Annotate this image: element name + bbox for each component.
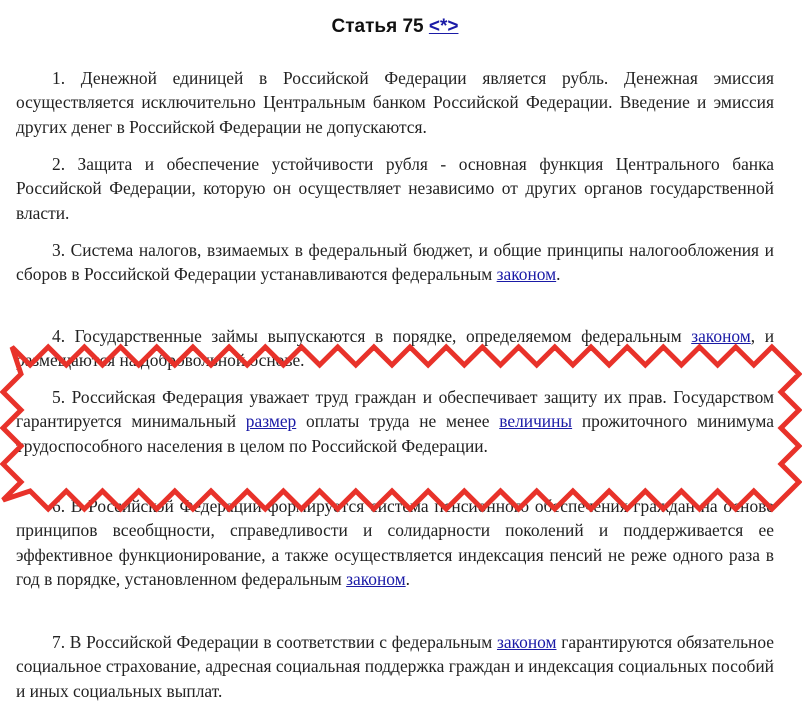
paragraph-6 <box>16 494 774 591</box>
paragraph-5-text-c: прожиточного минимума трудоспособного населения в целом по Российской Федерации. <box>16 411 774 456</box>
paragraph-5 <box>16 385 774 458</box>
paragraph-4 <box>16 324 774 373</box>
paragraph-3-text: 3. Система налогов, взимаемых в федеральный бюджет, и общие принципы налогообложения и сборов в Российской Федерации устанавливаются федеральным <box>16 240 774 285</box>
footnote-link[interactable]: <*> <box>428 16 459 37</box>
law-link-p7[interactable]: законом <box>496 632 557 652</box>
paragraph-7-text-a: 7. В Российской Федерации в соответствии с федеральным <box>52 632 497 652</box>
law-link-p6[interactable]: законом <box>346 568 406 589</box>
size-link[interactable]: размер <box>245 411 297 432</box>
paragraph-1: 1. Денежной единицей в Российской Федерации является рубль. Денежная эмиссия осуществляется исключительно Центральным банком Российской Федерации. Введение и эмиссия других денег в Российской Федерации не допускаются. <box>16 68 774 137</box>
paragraph-5-text-b: оплаты труда не менее <box>296 411 500 432</box>
article-title <box>0 14 790 40</box>
paragraph-7 <box>16 630 774 703</box>
law-link-p3[interactable]: законом <box>496 264 557 285</box>
paragraph-6-text: 6. В Российской Федерации формируется система пенсионного обеспечения граждан на основе принципов всеобщности, справедливости и солидарности поколений и поддерживается ее эффективное функционирование, а также осуществляется индексация пенсий не реже одного раза в год в порядке, установленном федеральным <box>16 496 774 589</box>
paragraph-4-end: , и размещаются на добровольной основе. <box>16 326 774 371</box>
paragraph-2: 2. Защита и обеспечение устойчивости рубля - основная функция Центрального банка Российской Федерации, которую он осуществляет независимо от других органов государственной власти. <box>16 154 774 223</box>
paragraph-7-text-b: гарантируются обязательное социальное страхование, адресная социальная поддержка граждан и индексация социальных пособий и иных социальных выплат. <box>16 632 774 701</box>
paragraph-3-end: . <box>556 264 561 285</box>
paragraph-5-text-a: 5. Российская Федерация уважает труд граждан и обеспечивает защиту их прав. Государством гарантируется минимальный <box>16 387 774 432</box>
article-title-text: Статья 75 <box>331 16 424 37</box>
paragraph-4-text: 4. Государственные займы выпускаются в порядке, определяемом федеральным <box>52 326 692 346</box>
paragraph-3 <box>16 238 774 287</box>
paragraph-6-end: . <box>405 568 411 589</box>
value-link[interactable]: величины <box>499 411 573 432</box>
law-link-p4[interactable]: законом <box>691 326 751 346</box>
